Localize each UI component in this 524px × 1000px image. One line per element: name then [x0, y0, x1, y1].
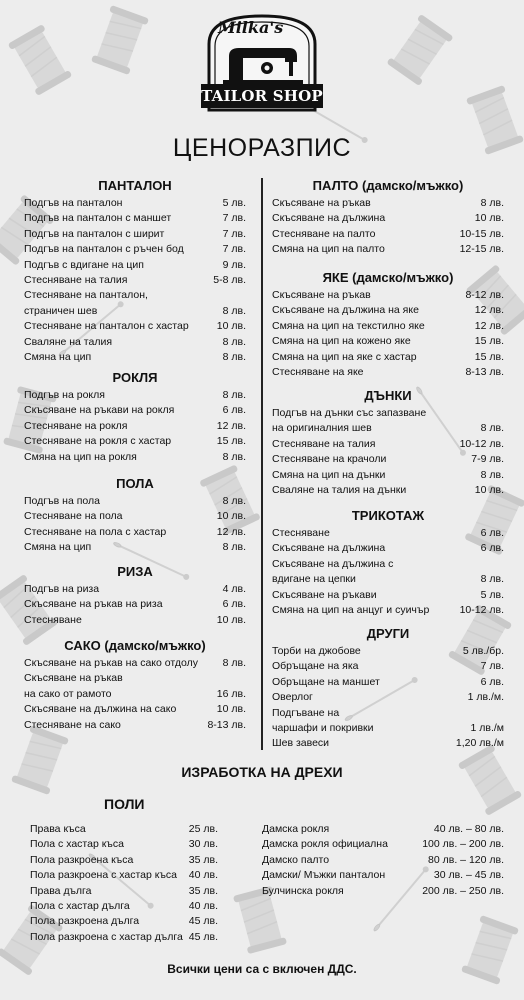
service-price: 5-8 лв. [213, 273, 246, 286]
service-name: Стесняване на палто [272, 227, 376, 240]
service-name: Скъсяване на ръкав на риза [24, 598, 163, 611]
price-row [262, 868, 504, 883]
service-name: Смяна на цип на кожено яке [272, 335, 411, 348]
service-name: Скъсяване на ръкави на рокля [24, 404, 175, 417]
service-price: 5 лв. [222, 197, 246, 209]
service-name: Стесняване на панталон с хастар [24, 320, 189, 333]
service-name: страничен шев [24, 304, 98, 317]
price-row [272, 603, 504, 618]
service-price: 8 лв. [222, 657, 246, 669]
price-section [272, 176, 504, 258]
section-title: ЯКЕ (дамско/мъжко) [322, 270, 454, 285]
price-row [24, 288, 246, 303]
service-name: Права дълга [30, 884, 92, 897]
price-row [272, 706, 504, 721]
service-price: 25 лв. [188, 823, 218, 835]
service-price: 1 лв./м [470, 721, 504, 734]
service-price: 8 лв. [222, 389, 246, 401]
service-price: 200 лв. – 250 лв. [422, 884, 504, 897]
service-name: Пола разкроена с хастар къса [30, 869, 178, 882]
service-price: 8 лв. [222, 304, 246, 317]
price-row [272, 303, 504, 318]
service-name: Дамски/ Мъжки панталон [262, 869, 386, 882]
price-row [272, 690, 504, 705]
price-section [24, 474, 246, 556]
price-row [24, 656, 246, 671]
service-price: 6 лв. [222, 404, 246, 417]
service-name: Смяна на цип на рокля [24, 450, 137, 463]
service-name: Скъсяване на ръкав [24, 672, 123, 685]
service-name: Скъсяване на дължина [272, 212, 386, 225]
service-price: 40 лв. [188, 869, 218, 882]
price-row [272, 736, 504, 751]
price-row [272, 365, 504, 380]
service-price: 45 лв. [188, 930, 218, 943]
service-name: Скъсяване на дължина с [272, 557, 394, 570]
service-name: Смяна на цип на яке с хастар [272, 350, 417, 363]
price-row [24, 419, 246, 434]
service-price: 7 лв. [222, 227, 246, 240]
service-name: Стесняване на талия [272, 437, 376, 450]
service-price: 12 лв. [216, 419, 246, 432]
service-name: вдигане на цепки [272, 573, 356, 586]
price-row [24, 273, 246, 288]
service-name: Подгъв на панталон с ръчен бод [24, 243, 184, 256]
service-price: 10 лв. [216, 703, 246, 716]
service-price: 8 лв. [480, 573, 504, 586]
garments-list [262, 822, 504, 899]
section-title: РИЗА [117, 564, 153, 579]
service-price: 6 лв. [480, 542, 504, 555]
section-title: РОКЛЯ [112, 370, 158, 385]
service-price: 8-13 лв. [465, 365, 504, 378]
service-name: Подгъв на панталон [24, 197, 123, 209]
service-name: Торби на джобове [272, 645, 361, 657]
service-price: 1 лв./м. [467, 691, 504, 704]
price-section [24, 562, 246, 628]
service-price: 6 лв. [480, 675, 504, 688]
service-price: 30 лв. [188, 838, 218, 851]
service-name: Дамска рокля [262, 823, 330, 835]
price-row [30, 868, 218, 883]
service-name: Права къса [30, 823, 86, 835]
price-row [272, 526, 504, 541]
price-row [272, 541, 504, 556]
service-price: 6 лв. [222, 598, 246, 611]
service-name: Подгъв на пола [24, 495, 100, 507]
service-price: 30 лв. – 45 лв. [433, 869, 504, 882]
production-title: ИЗРАБОТКА НА ДРЕХИ [181, 764, 343, 780]
price-row [24, 304, 246, 319]
price-row [272, 242, 504, 257]
service-price: 8-12 лв. [465, 289, 504, 301]
service-price: 10 лв. [474, 483, 504, 496]
service-price: 8-13 лв. [207, 718, 246, 731]
price-row [262, 853, 504, 868]
service-name: Стесняване на сако [24, 718, 121, 731]
price-row [24, 671, 246, 686]
column-divider [261, 178, 263, 750]
price-section [272, 506, 504, 618]
price-row [24, 525, 246, 540]
price-section [24, 636, 246, 733]
price-row [272, 211, 504, 226]
price-row [30, 914, 218, 929]
logo-script-text: Milka's [218, 18, 284, 37]
skirts-title: ПОЛИ [104, 796, 145, 812]
service-price: 8 лв. [222, 495, 246, 507]
service-price: 80 лв. – 120 лв. [428, 853, 504, 866]
price-row [24, 613, 246, 628]
service-name: Сваляне на талия на дънки [272, 483, 407, 496]
service-price: 7 лв. [480, 660, 504, 673]
price-row [24, 509, 246, 524]
service-name: Смяна на цип на дънки [272, 468, 386, 481]
service-name: Обръщане на яка [272, 660, 359, 673]
price-row [24, 687, 246, 702]
price-row [24, 350, 246, 365]
service-price: 12-15 лв. [459, 243, 504, 256]
service-price: 8 лв. [222, 450, 246, 463]
price-row [24, 597, 246, 612]
price-row [24, 335, 246, 350]
service-price: 8 лв. [222, 350, 246, 363]
price-row [272, 288, 504, 303]
price-row [30, 884, 218, 899]
service-name: Стесняване на рокля [24, 419, 128, 432]
service-price: 12 лв. [474, 304, 504, 317]
service-name: Подгъв на дънки със запазване [272, 407, 427, 419]
service-price: 6 лв. [480, 527, 504, 539]
service-price: 45 лв. [188, 915, 218, 928]
service-price: 8 лв. [480, 422, 504, 435]
service-name: Скъсяване на ръкави [272, 588, 377, 601]
price-row [272, 350, 504, 365]
service-price: 8 лв. [222, 541, 246, 554]
service-name: Стесняване на панталон, [24, 289, 148, 302]
service-name: на сако от рамото [24, 687, 112, 700]
price-row [272, 406, 504, 421]
price-row [272, 675, 504, 690]
section-title: ДЪНКИ [364, 388, 412, 403]
price-row [30, 930, 218, 945]
service-price: 9 лв. [222, 258, 246, 271]
price-row [30, 822, 218, 837]
service-name: Обръщане на маншет [272, 675, 380, 688]
price-row [24, 718, 246, 733]
service-name: Стесняване на крачоли [272, 453, 387, 466]
service-price: 100 лв. – 200 лв. [422, 838, 504, 851]
service-name: Пола разкроена дълга [30, 915, 140, 928]
section-title: ПАНТАЛОН [98, 178, 172, 193]
price-row [262, 837, 504, 852]
skirts-list [30, 822, 218, 945]
service-name: Подгъв с вдигане на цип [24, 258, 144, 271]
price-row [272, 334, 504, 349]
service-name: Стесняване на пола с хастар [24, 525, 167, 538]
price-row [24, 242, 246, 257]
price-row [272, 452, 504, 467]
service-name: Шев завеси [272, 737, 330, 750]
service-name: Подгъв на рокля [24, 389, 105, 401]
section-title: САКО (дамско/мъжко) [64, 638, 206, 653]
section-title: ДРУГИ [366, 626, 410, 641]
price-section [272, 268, 504, 380]
service-price: 10 лв. [474, 212, 504, 225]
price-row [24, 494, 246, 509]
service-name: Дамско палто [262, 853, 330, 866]
service-name: Дамска рокля официална [262, 838, 388, 851]
service-price: 10 лв. [216, 320, 246, 333]
price-row [24, 582, 246, 597]
price-row [24, 450, 246, 465]
logo-banner-text: TAILOR SHOP [201, 84, 323, 108]
price-row [272, 644, 504, 659]
section-title: ПАЛТО (дамско/мъжко) [312, 178, 464, 193]
service-name: Стесняване [24, 613, 82, 626]
service-price: 8 лв. [222, 335, 246, 348]
service-price: 40 лв. [188, 899, 218, 912]
service-price: 7 лв. [222, 212, 246, 225]
service-name: Скъсяване на ръкав [272, 289, 371, 301]
service-name: Пола с хастар къса [30, 838, 124, 851]
price-row [272, 421, 504, 436]
service-name: Смяна на цип [24, 541, 92, 554]
service-price: 35 лв. [188, 884, 218, 897]
price-row [272, 572, 504, 587]
price-row [24, 403, 246, 418]
price-row [272, 227, 504, 242]
price-row [262, 884, 504, 899]
service-price: 16 лв. [216, 687, 246, 700]
service-price: 10 лв. [216, 510, 246, 523]
service-name: Скъсяване на дължина на яке [272, 304, 419, 317]
service-name: чаршафи и покривки [272, 721, 374, 734]
service-price: 8 лв. [480, 197, 504, 209]
price-row [272, 557, 504, 572]
section-title: ПОЛА [116, 476, 154, 491]
service-name: Стесняване на яке [272, 365, 364, 378]
price-row [24, 540, 246, 555]
price-row [24, 196, 246, 211]
footer-note: Всички цени са с включен ДДС. [167, 962, 357, 976]
service-price: 5 лв./бр. [462, 645, 504, 657]
price-row [30, 837, 218, 852]
service-price: 5 лв. [480, 588, 504, 601]
service-name: Смяна на цип на текстилно яке [272, 319, 425, 332]
service-name: Скъсяване на дължина [272, 542, 386, 555]
price-section [272, 624, 504, 752]
service-name: Стесняване [272, 527, 330, 539]
price-row [272, 659, 504, 674]
service-name: Сваляне на талия [24, 335, 113, 348]
service-price: 15 лв. [474, 350, 504, 363]
service-name: Пола разкроена къса [30, 853, 134, 866]
price-row [272, 721, 504, 736]
price-row [24, 434, 246, 449]
service-name: Скъсяване на ръкав [272, 197, 371, 209]
price-row [24, 211, 246, 226]
service-name: Булчинска рокля [262, 884, 344, 897]
price-row [272, 483, 504, 498]
service-name: Скъсяване на ръкав на сако отдолу [24, 657, 198, 669]
price-section [272, 386, 504, 498]
price-row [272, 319, 504, 334]
service-price: 10-12 лв. [459, 437, 504, 450]
service-price: 40 лв. – 80 лв. [433, 823, 504, 835]
service-name: Стесняване на рокля с хастар [24, 435, 172, 448]
service-price: 4 лв. [222, 583, 246, 595]
service-price: 15 лв. [474, 335, 504, 348]
price-row [24, 258, 246, 273]
price-row [272, 588, 504, 603]
service-price: 1,20 лв./м [455, 737, 504, 750]
price-row [262, 822, 504, 837]
service-price: 10-15 лв. [459, 227, 504, 240]
service-name: Смяна на цип на анцуг и суичър [272, 603, 430, 616]
service-name: Стесняване на талия [24, 273, 128, 286]
service-name: Пола разкроена с хастар дълга [30, 930, 183, 943]
service-name: Подгъв на панталон с маншет [24, 212, 172, 225]
price-row [272, 437, 504, 452]
service-price: 10 лв. [216, 613, 246, 626]
price-row [30, 853, 218, 868]
service-name: Подгъв на риза [24, 583, 100, 595]
service-name: на оригиналния шев [272, 422, 372, 435]
service-price: 7 лв. [222, 243, 246, 256]
service-price: 8 лв. [480, 468, 504, 481]
service-name: Смяна на цип на палто [272, 243, 385, 256]
service-name: Подгъв на панталон с ширит [24, 227, 165, 240]
service-name: Пола с хастар дълга [30, 899, 130, 912]
service-price: 10-12 лв. [459, 603, 504, 616]
service-price: 7-9 лв. [471, 453, 504, 466]
service-price: 12 лв. [474, 319, 504, 332]
service-name: Оверлог [272, 691, 313, 704]
service-name: Стесняване на пола [24, 510, 123, 523]
price-row [272, 468, 504, 483]
price-row [24, 227, 246, 242]
price-row [24, 319, 246, 334]
section-title: ТРИКОТАЖ [351, 508, 425, 523]
service-name: Подгъване на [272, 706, 340, 719]
service-name: Смяна на цип [24, 350, 92, 363]
price-row [24, 702, 246, 717]
page-title: ЦЕНОРАЗПИС [172, 134, 352, 162]
service-price: 12 лв. [216, 525, 246, 538]
service-price: 15 лв. [216, 435, 246, 448]
service-name: Скъсяване на дължина на сако [24, 703, 177, 716]
service-price: 35 лв. [188, 853, 218, 866]
price-row [30, 899, 218, 914]
price-section [24, 368, 246, 465]
price-section [24, 176, 246, 365]
price-row [272, 196, 504, 211]
price-row [24, 388, 246, 403]
